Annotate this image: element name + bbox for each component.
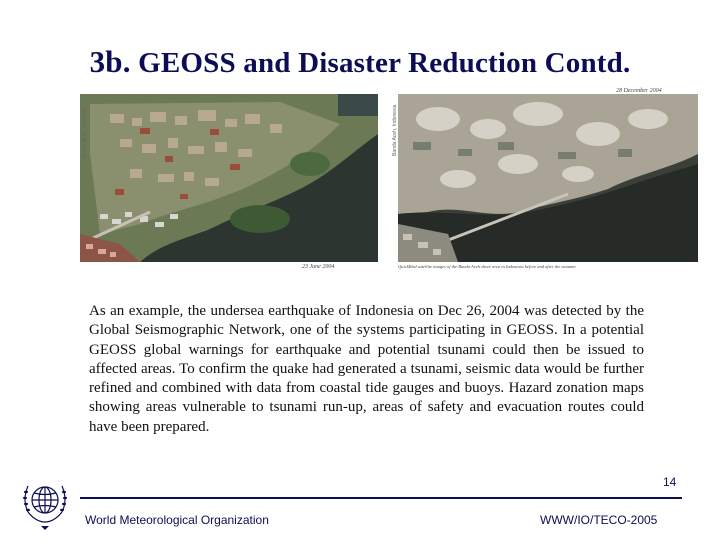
- satellite-image-after: [398, 94, 698, 262]
- slide-title-number: 3b.: [89, 44, 131, 79]
- satellite-image-before: [80, 94, 378, 262]
- after-image-caption: QuickBird satellite images of the Banda Aceh shore area in Indonesia before and after the tsunami: [398, 264, 576, 269]
- footer-organization: World Meteorological Organization: [85, 513, 269, 527]
- body-paragraph: As an example, the undersea earthquake of Indonesia on Dec 26, 2004 was detected by the Global Seismographic Network, one of the systems participating in GEOSS. In a potential GEOSS global warnings for earthquake and potential tsunami could then be issued to affected areas. To confirm the quake had generated a tsunami, seismic data would be further refined and combined with data from coastal tide gauges and buoys. Hazard zonation maps showing areas vulnerable to tsunami run-up, areas of safety and evacuation routes could have been prepared.: [89, 303, 644, 435]
- slide-title-text: GEOSS and Disaster Reduction Contd.: [138, 47, 631, 79]
- before-date-caption: 23 June 2004: [302, 264, 335, 270]
- footer-reference: WWW/IO/TECO-2005: [540, 513, 658, 527]
- after-side-label: Banda Aceh, Indonesia: [392, 104, 398, 156]
- wmo-logo: [18, 472, 72, 532]
- after-date-caption: 28 December 2004: [616, 88, 662, 94]
- footer-divider: [80, 497, 682, 499]
- page-number: 14: [663, 475, 677, 489]
- satellite-image-pair: [80, 88, 698, 276]
- before-side-label: Banda Aceh, Indonesia: [82, 106, 88, 158]
- slide-title: [0, 44, 720, 80]
